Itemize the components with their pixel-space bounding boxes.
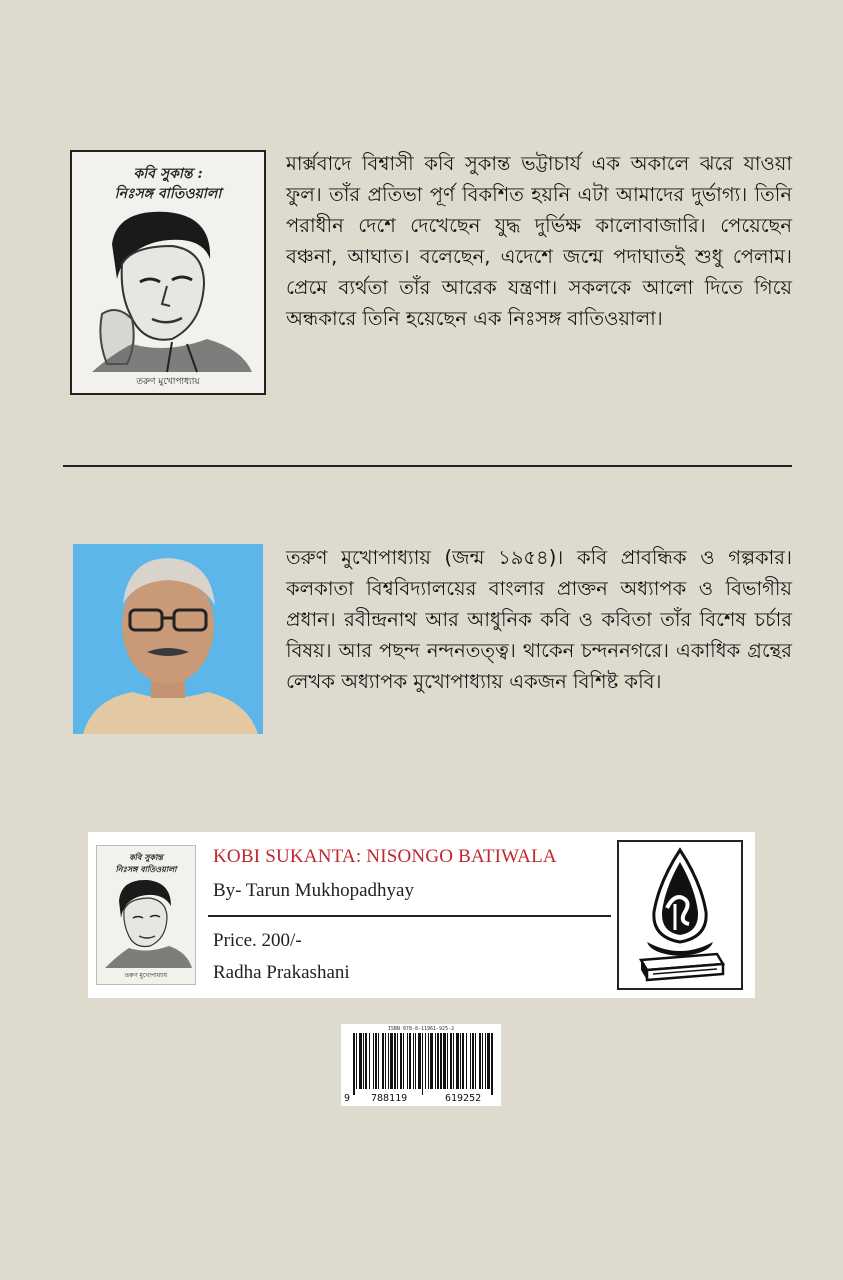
mini-author-caption: তরুণ মুখোপাধ্যায় xyxy=(124,972,168,979)
author-photo xyxy=(73,544,263,734)
book-price: Price. 200/- xyxy=(213,930,302,951)
book-title: KOBI SUKANTA: NISONGO BATIWALA xyxy=(213,846,557,867)
ean-group-1: 788119 xyxy=(371,1093,408,1104)
book-author: By- Tarun Mukhopadhyay xyxy=(213,880,414,901)
thumb-author-caption: তরুণ মুখোপাধ্যায় xyxy=(136,377,200,387)
mini-title-line2: নিঃসঙ্গ বাতিওয়ালা xyxy=(115,864,177,874)
thumb-title-line2: নিঃসঙ্গ বাতিওয়ালা xyxy=(114,186,222,202)
publisher-logo xyxy=(617,840,743,990)
info-divider xyxy=(208,915,611,917)
mini-title-line1: কবি সুকান্ত xyxy=(129,852,163,862)
section-divider xyxy=(63,465,792,467)
mini-cover-thumbnail xyxy=(96,845,196,985)
book-cover-thumbnail xyxy=(70,150,266,395)
ean-first-digit: 9 xyxy=(344,1093,351,1104)
thumb-title-line1: কবি সুকান্ত : xyxy=(133,166,203,182)
isbn-barcode xyxy=(341,1024,501,1106)
author-description: তরুণ মুখোপাধ্যায় (জন্ম ১৯৫৪)। কবি প্রাবন্ধিক ও গল্পকার। কলকাতা বিশ্ববিদ্যালয়ের বাংলার প্রাক্তন অধ্যাপক ও বিভাগীয় প্রধান। রবীন্দ্রনাথ আর আধুনিক কবি ও কবিতা তাঁর বিশেষ চর্চার বিষয়। আর পছন্দ নন্দনতত্ত্ব। থাকেন চন্দননগরে। একাধিক গ্রন্থের লেখক অধ্যাপক মুখোপাধ্যায় একজন বিশিষ্ট কবি। xyxy=(286,546,792,693)
book-description: মার্ক্সবাদে বিশ্বাসী কবি সুকান্ত ভট্টাচার্য এক অকালে ঝরে যাওয়া ফুল। তাঁর প্রতিভা পূর্ণ বিকশিত হয়নি এটা আমাদের দুর্ভাগ্য। তিনি পরাধীন দেশে দেখেছেন যুদ্ধ দুর্ভিক্ষ কালোবাজারি। পেয়েছেন বঞ্চনা, আঘাত। বলেছেন, এদেশে জন্মে পদাঘাতই শুধু পেলাম। প্রেমে ব্যর্থতা তাঁর আরেক যন্ত্রণা। সকলকে আলো দিতে গিয়ে অন্ধকারে তিনি হয়েছেন এক নিঃসঙ্গ বাতিওয়ালা। xyxy=(286,152,792,330)
poet-sketch-illustration xyxy=(72,204,264,374)
ean-group-2: 619252 xyxy=(445,1093,482,1104)
mini-poet-sketch xyxy=(97,876,195,971)
isbn-text: ISBN 978-8-11961-925-2 xyxy=(387,1026,455,1032)
publisher-name: Radha Prakashani xyxy=(213,962,350,983)
